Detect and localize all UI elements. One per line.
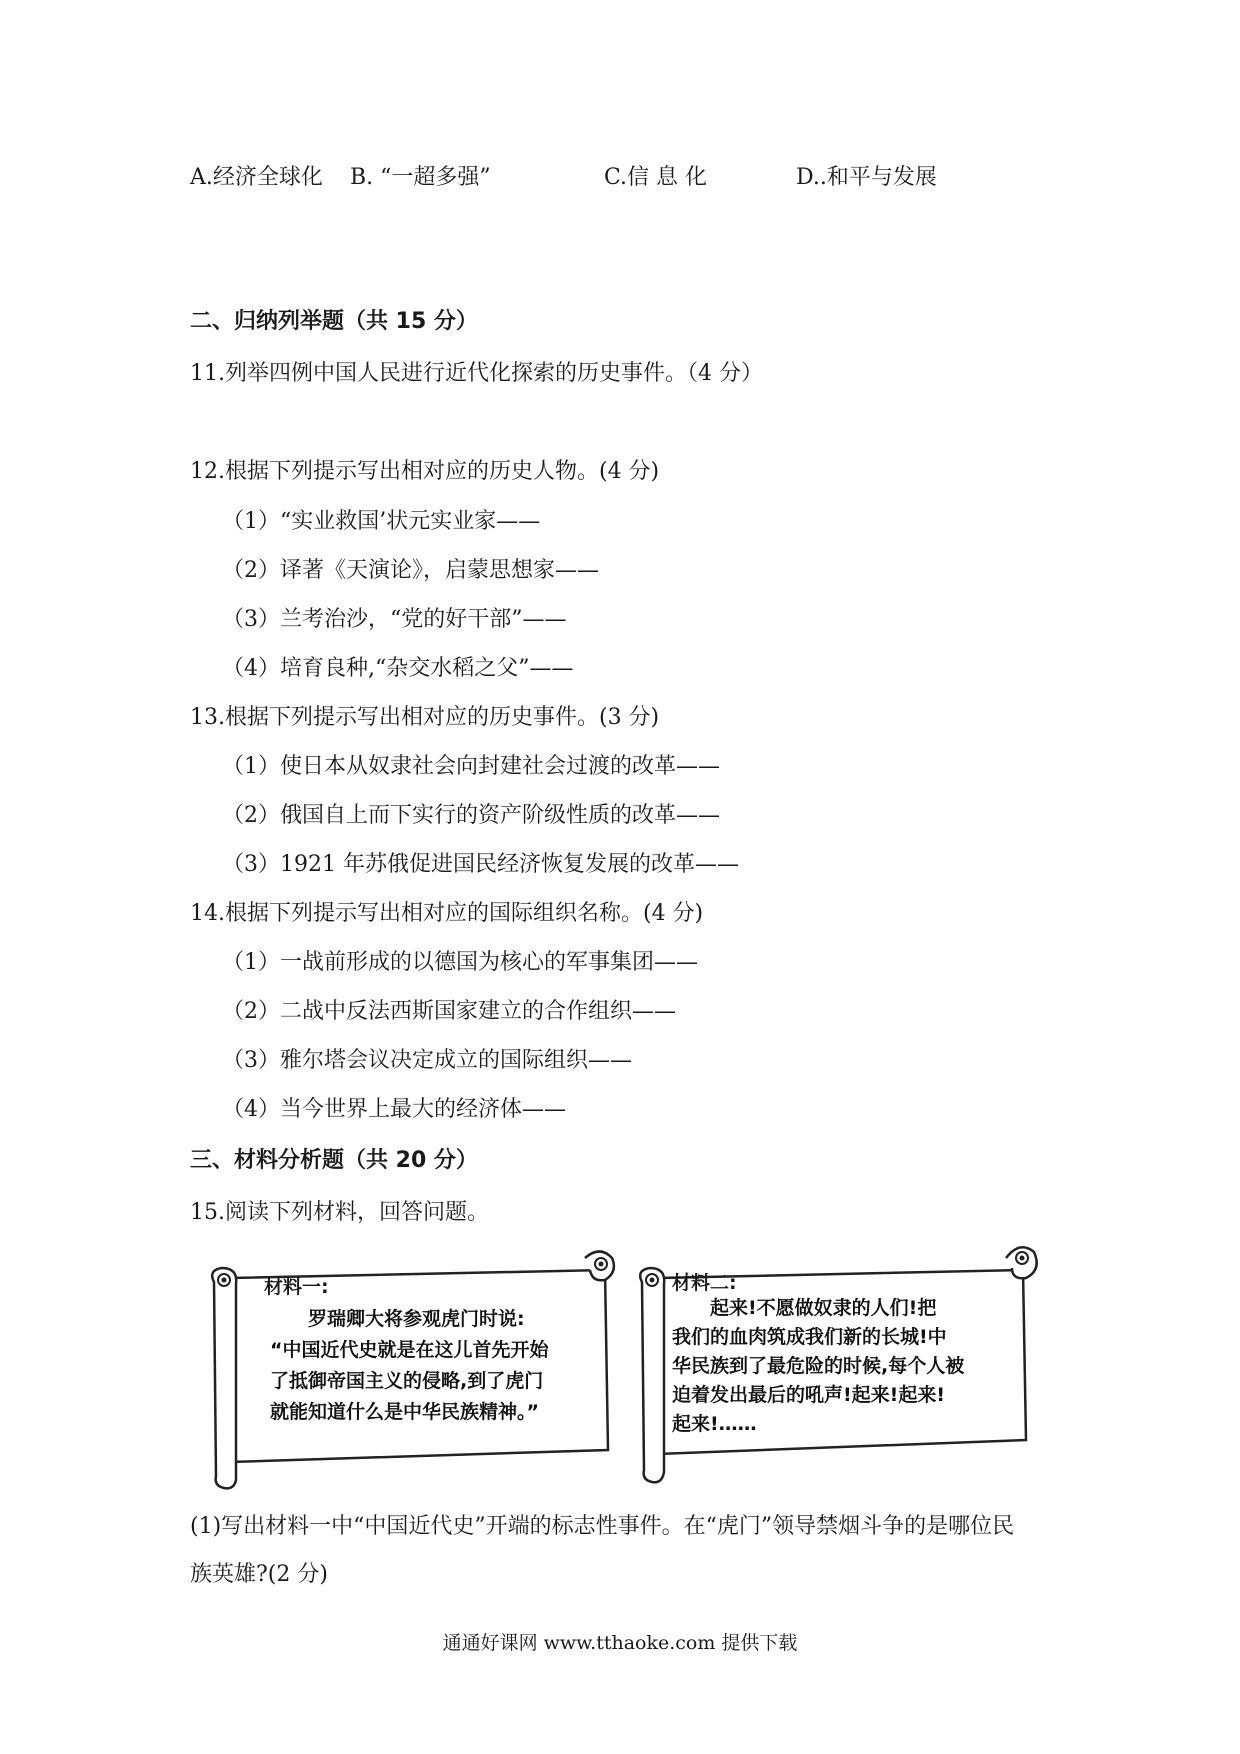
question-12-item: （4）培育良种,“杂交水稻之父”—— <box>222 656 574 681</box>
material-1-line: 了抵御帝国主义的侵略,到了虎门 <box>270 1370 544 1392</box>
question-11: 11.列举四例中国人民进行近代化探索的历史事件。（4 分） <box>190 361 763 386</box>
material-2-line: 华民族到了最危险的时候,每个人被 <box>672 1355 965 1377</box>
question-12-item: （3）兰考治沙，“党的好干部”—— <box>222 607 567 632</box>
material-1-line: “中国近代史就是在这儿首先开始 <box>270 1339 549 1361</box>
material-1-line: 罗瑞卿大将参观虎门时说: <box>308 1308 525 1330</box>
question-15-sub1-line1: (1)写出材料一中“中国近代史”开端的标志性事件。在“虎门”领导禁烟斗争的是哪位民 <box>190 1514 1015 1539</box>
material-2-label: 材料二: <box>672 1272 737 1294</box>
question-13-item: （1）使日本从奴隶社会向封建社会过渡的改革—— <box>222 754 720 779</box>
section3-heading: 三、材料分析题（共 20 分） <box>190 1148 478 1173</box>
material-2-line: 起来!不愿做奴隶的人们!把 <box>710 1297 937 1319</box>
material-2-line: 迫着发出最后的吼声!起来!起来! <box>672 1384 945 1406</box>
question-12-item: （2）译著《天演论》，启蒙思想家—— <box>222 558 599 583</box>
material-1-scroll <box>200 1240 620 1490</box>
material-1-text <box>270 1304 610 1428</box>
question-15-title: 15.阅读下列材料，回答问题。 <box>190 1200 489 1225</box>
question-14-item: （2）二战中反法西斯国家建立的合作组织—— <box>222 999 676 1024</box>
material-2-line: 我们的血肉筑成我们新的长城!中 <box>672 1326 947 1348</box>
choice-b: B. “一超多强” <box>350 165 491 190</box>
question-13-item: （2）俄国自上而下实行的资产阶级性质的改革—— <box>222 803 720 828</box>
question-13-item: （3）1921 年苏俄促进国民经济恢复发展的改革—— <box>222 852 739 877</box>
material-1-line: 就能知道什么是中华民族精神。” <box>270 1401 539 1423</box>
question-14-title: 14.根据下列提示写出相对应的国际组织名称。(4 分) <box>190 901 704 926</box>
question-14-item: （1）一战前形成的以德国为核心的军事集团—— <box>222 950 698 975</box>
choice-c: C.信 息 化 <box>604 165 708 190</box>
question-15-sub1-line2: 族英雄?(2 分) <box>190 1562 328 1587</box>
question-14-item: （3）雅尔塔会议决定成立的国际组织—— <box>222 1048 632 1073</box>
material-2-line: 起来!…… <box>672 1413 757 1435</box>
question-14-item: （4）当今世界上最大的经济体—— <box>222 1097 566 1122</box>
choice-a: A.经济全球化 <box>190 165 323 190</box>
choice-d: D..和平与发展 <box>796 165 937 190</box>
question-13-title: 13.根据下列提示写出相对应的历史事件。(3 分) <box>190 705 660 730</box>
section2-heading: 二、归纳列举题（共 15 分） <box>190 309 478 334</box>
question-12-title: 12.根据下列提示写出相对应的历史人物。(4 分) <box>190 459 660 484</box>
page-footer: 通通好课网 www.tthaoke.com 提供下载 <box>442 1632 798 1654</box>
material-2-text <box>672 1294 1022 1439</box>
material-2-scroll <box>628 1240 1048 1490</box>
question-12-item: （1）“实业救国’状元实业家—— <box>222 509 541 534</box>
material-1-label: 材料一: <box>264 1276 329 1298</box>
